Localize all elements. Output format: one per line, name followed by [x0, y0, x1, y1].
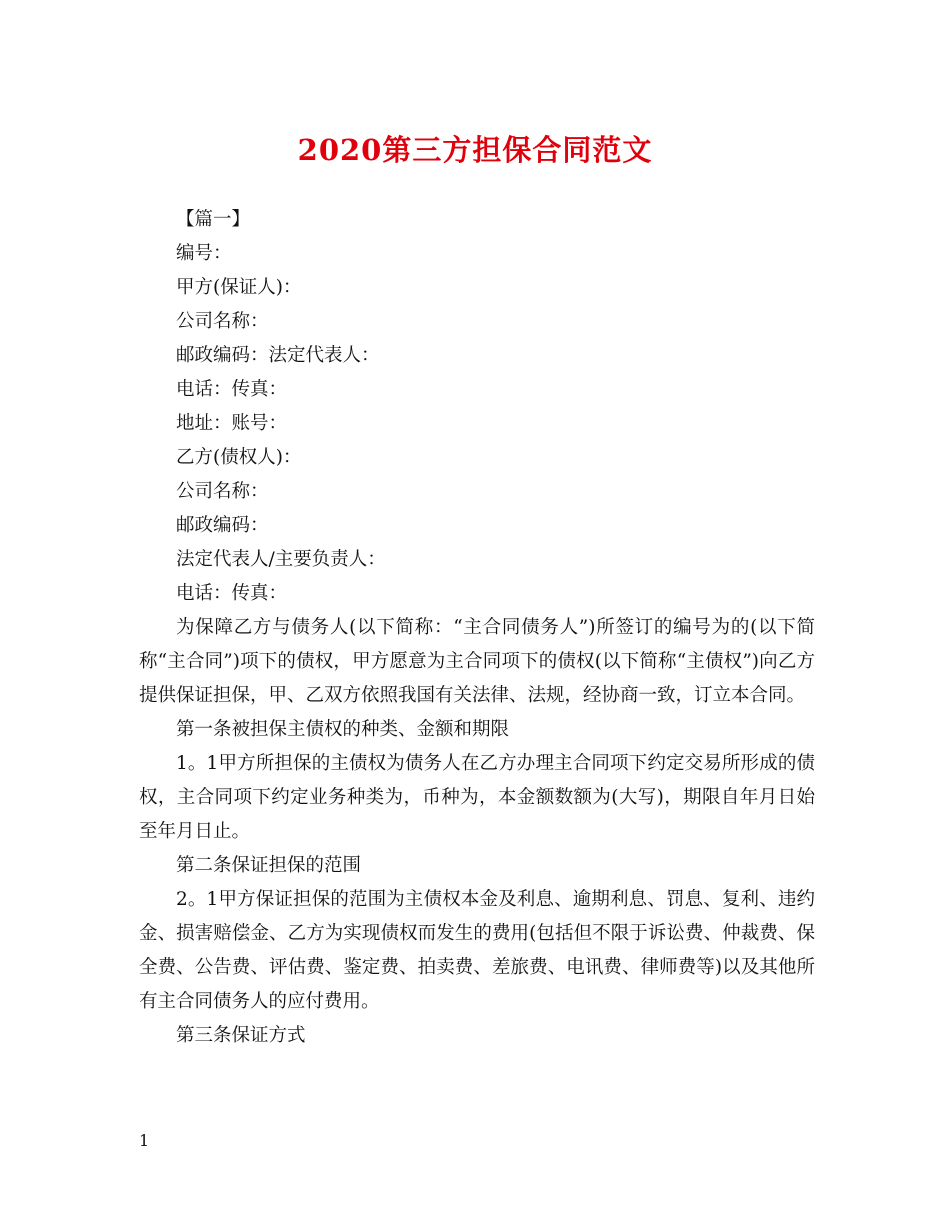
field-line: 甲方(保证人)： [176, 277, 302, 298]
document-title: 2020第三方担保合同范文 [297, 133, 653, 167]
document-body [139, 203, 815, 1053]
field-line: 电话：传真： [176, 583, 288, 604]
field-line: 编号： [176, 243, 232, 264]
intro-paragraph: 为保障乙方与债务人(以下简称：“主合同债务人”)所签订的编号为的(以下简称“主合同”)项下的债权，甲方愿意为主合同项下的债权(以下简称“主债权”)向乙方提供保证担保，甲、乙双方依照我国有关法律、法规，经协商一致，订立本合同。 [139, 617, 815, 706]
field-line: 电话：传真： [176, 379, 288, 400]
article-clause: 2。1甲方保证担保的范围为主债权本金及利息、逾期利息、罚息、复利、违约金、损害赔偿金、乙方为实现债权而发生的费用(包括但不限于诉讼费、仲裁费、保全费、公告费、评估费、鉴定费、拍卖费、差旅费、电讯费、律师费等)以及其他所有主合同债务人的应付费用。 [139, 889, 815, 1012]
section-label: 【篇一】 [176, 209, 251, 230]
field-line: 乙方(债权人)： [176, 447, 302, 468]
article-heading: 第二条保证担保的范围 [176, 855, 362, 876]
field-line: 法定代表人/主要负责人： [176, 549, 386, 570]
field-line: 公司名称： [176, 481, 269, 502]
article-clause: 1。1甲方所担保的主债权为债务人在乙方办理主合同项下约定交易所形成的债权，主合同项下约定业务种类为，币种为，本金额数额为(大写)，期限自年月日始至年月日止。 [139, 753, 815, 842]
field-line: 公司名称： [176, 311, 269, 332]
page-number: 1 [139, 1131, 150, 1150]
field-line: 邮政编码： [176, 515, 269, 536]
article-heading: 第一条被担保主债权的种类、金额和期限 [176, 719, 510, 740]
article-heading: 第三条保证方式 [176, 1025, 306, 1046]
field-line: 地址：账号： [176, 413, 288, 434]
field-line: 邮政编码：法定代表人： [176, 345, 380, 366]
